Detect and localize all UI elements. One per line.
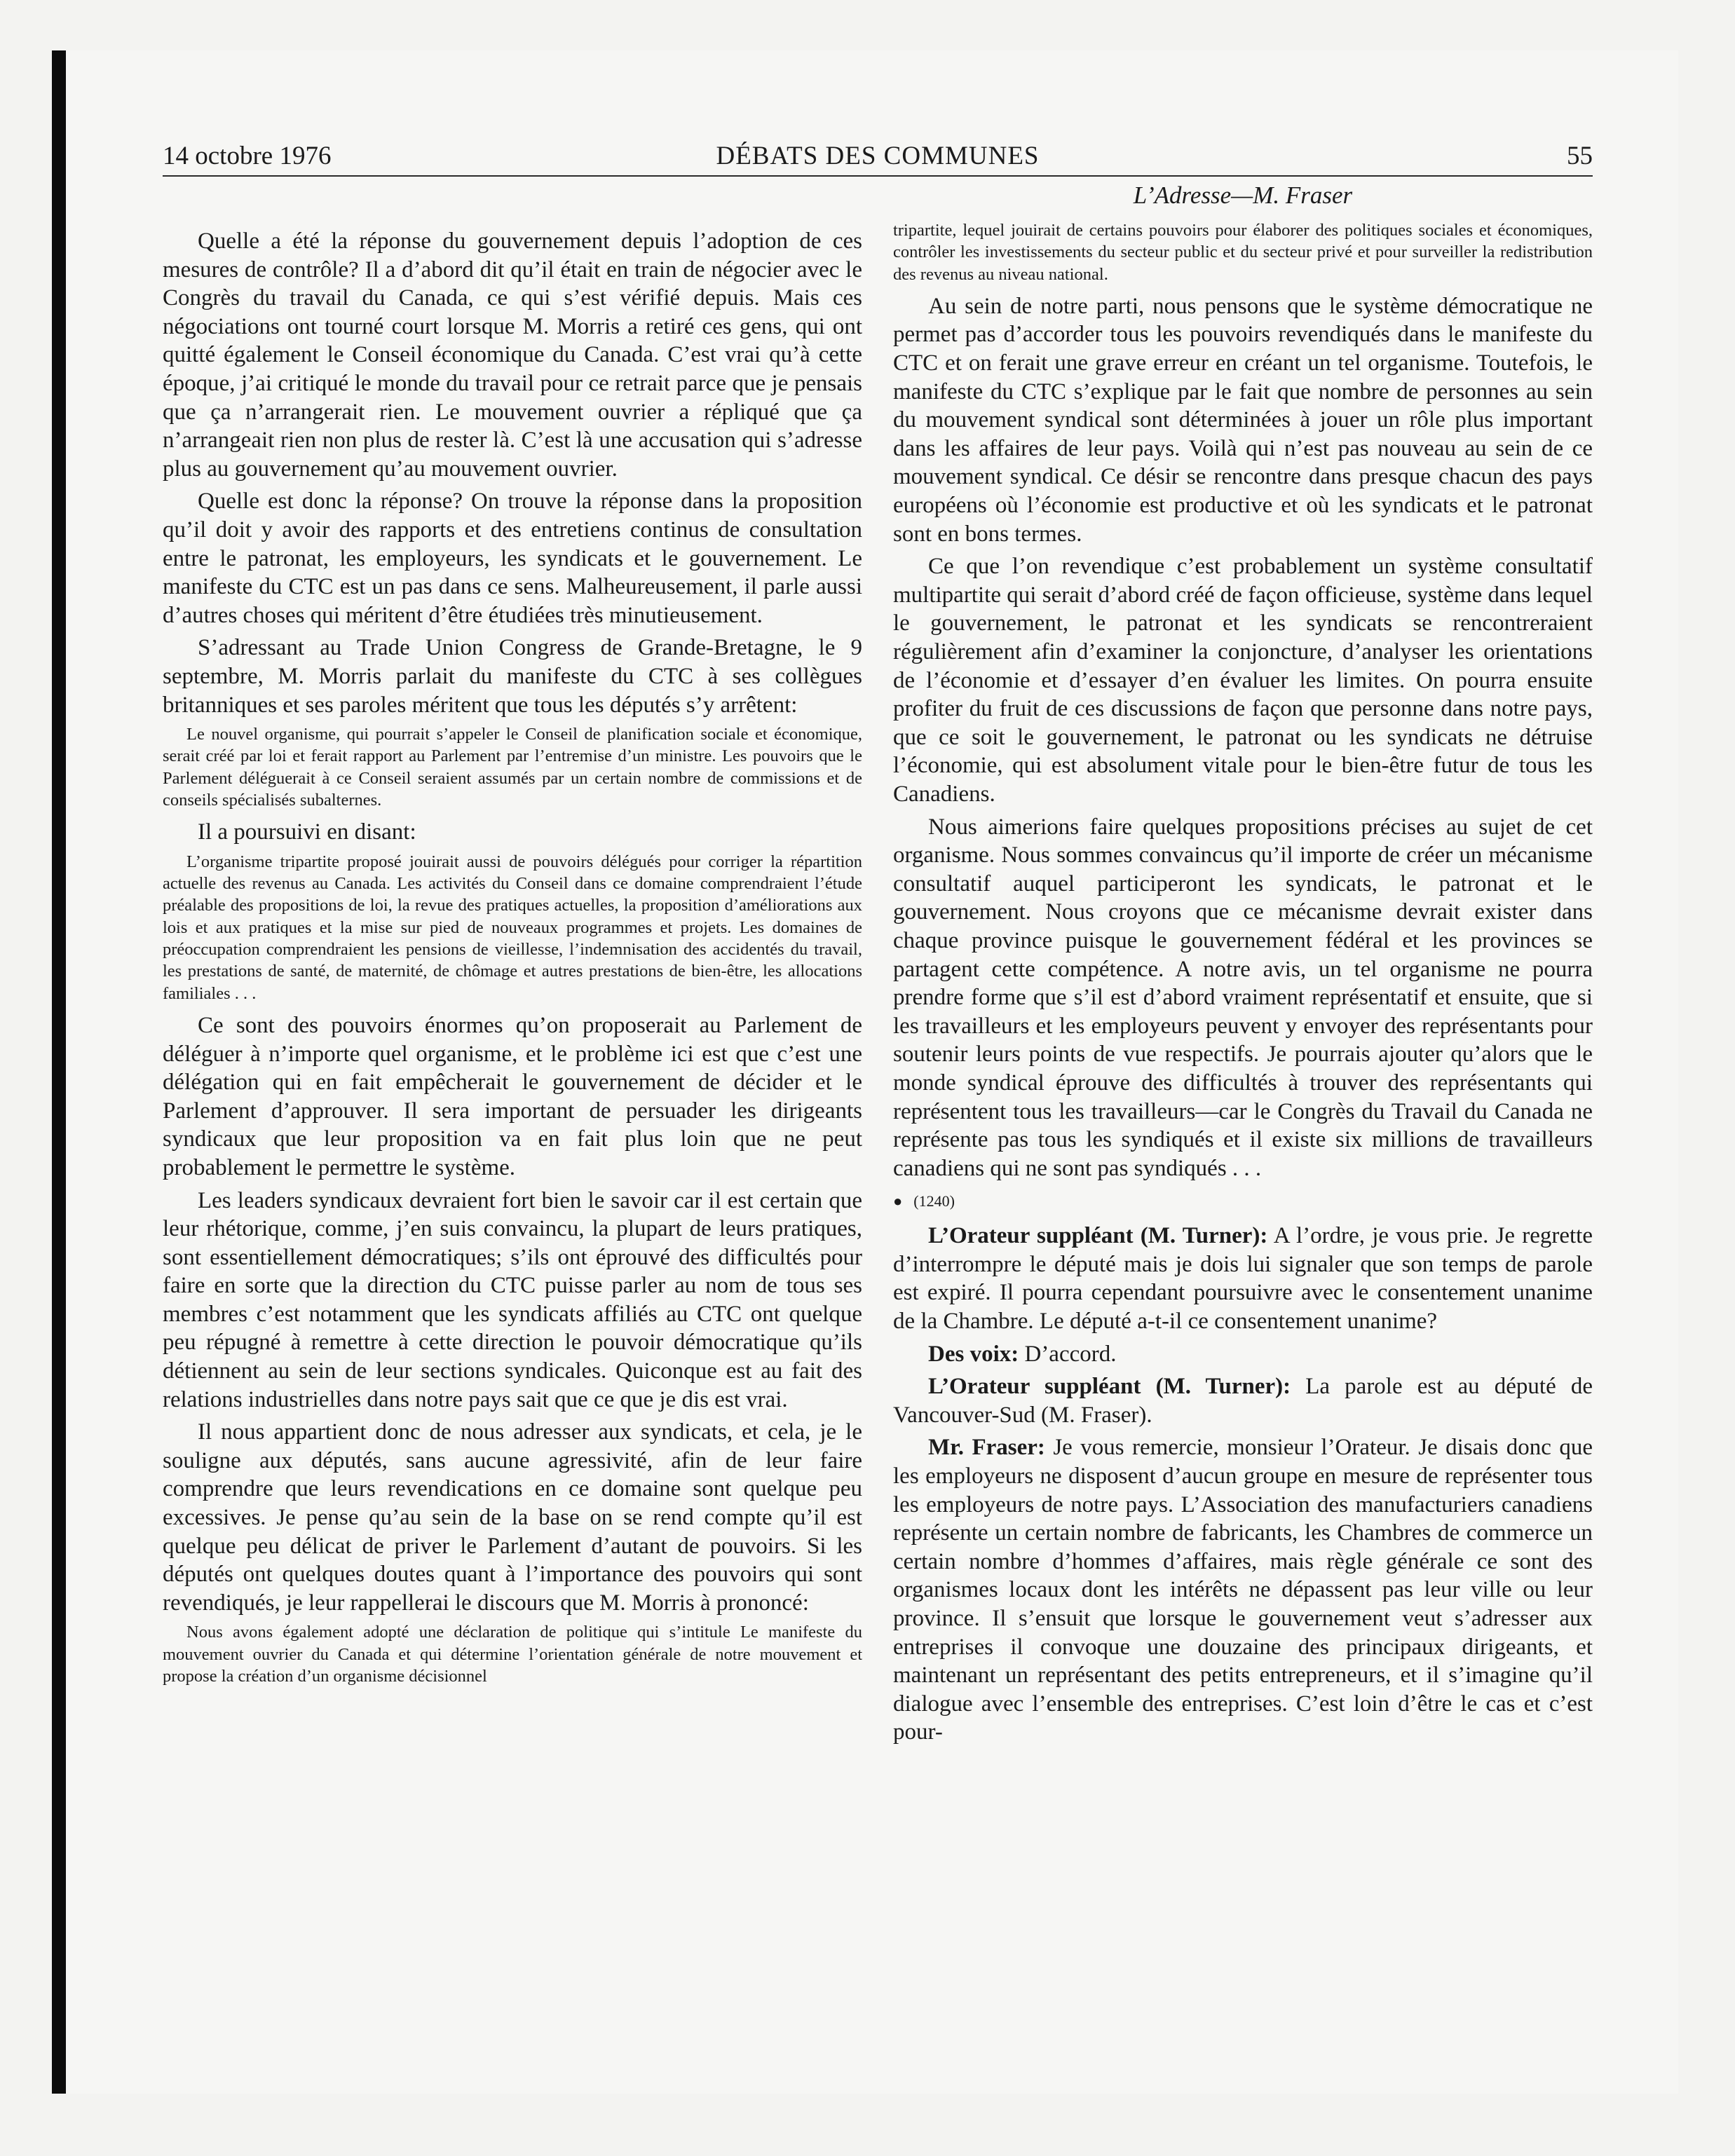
paragraph: Nous aimerions faire quelques propositions précises au sujet de cet organisme. Nous sommes convaincus qu’il importe de créer un mécanisme consultatif auquel participeront les syndicats, le patronat et le gouvernement. Nous croyons que ce mécanisme devrait exister dans chaque province puisque le gouvernement fédéral et les provinces se partagent cette compétence. A notre avis, un tel organisme ne pourra prendre forme que s’il est d’abord vraiment représentatif et ensuite, que si les travailleurs et les employeurs peuvent y envoyer des représentants pour soutenir leurs points de vue respectifs. Je pourrais ajouter qu’alors que le monde syndical éprouve des difficultés à trouver des représentants qui représentent tous les travailleurs—car le Congrès du Travail du Canada ne représente pas tous les syndiqués et il existe six millions de travailleurs canadiens qui ne sont pas syndiqués . . .: [893, 814, 1593, 1181]
speech-text: La parole est au député de Vancouver-Sud (M. Fraser).: [893, 1374, 1593, 1428]
block-quote: Le nouvel organisme, qui pourrait s’appeler le Conseil de planification sociale et économique, serait créé par loi et ferait rapport au Parlement par l’entremise d’un ministre. Les pouvoirs que le Parlement déléguerait à ce Conseil seraient assumés par un certain nombre de commissions et de conseils spécialisés subalternes.: [163, 725, 862, 810]
paragraph: Quelle a été la réponse du gouvernement depuis l’adoption de ces mesures de contrôle? Il a d’abord dit qu’il était en train de négocier avec le Congrès du travail du Canada, ce qui s’est vérifié depuis. Mais ces négociations ont tourné court lorsque M. Morris a retiré ces gens, qui ont quitté également le Conseil économique du Canada. C’est vrai qu’à cette époque, j’ai critiqué le monde du travail pour ce retrait parce que je pensais que ça n’arrangerait rien. Le mouvement ouvrier a répliqué que ça n’arrangeait rien non plus de rester là. C’est là une accusation qui s’adresse plus au gouvernement qu’au mouvement ouvrier.: [163, 228, 862, 482]
paragraph: Les leaders syndicaux devraient fort bien le savoir car il est certain que leur rhétorique, comme, j’en suis convaincu, la plupart de leurs pratiques, sont essentiellement démocratiques; s’ils ont éprouvé des difficultés pour faire en sorte que la direction du CTC puisse parler au nom de tous ses membres c’est notamment que les syndicats affiliés au CTC ont quelque peu répugné à remettre à cette direction le pouvoir démocratique qu’ils détiennent au sein de leur sections syndicales. Quiconque est au fait des relations industrielles dans notre pays sait que ce que je dis est vrai.: [163, 1187, 862, 1412]
speaker-name: L’Orateur suppléant (M. Turner):: [928, 1223, 1268, 1249]
paragraph: Il nous appartient donc de nous adresser aux syndicats, et cela, je le souligne aux députés, sans aucune agressivité, afin de leur faire comprendre que leurs revendications en ce domaine sont quelque peu excessives. Je pense qu’au sein de la base on se rend compte qu’il est quelque peu délicat de priver le Parlement d’autant de pouvoirs. Si les députés ont quelques doutes quant à l’importance des pouvoirs qui sont revendiqués, je leur rappellerai le discours que M. Morris à prononcé:: [163, 1419, 862, 1616]
speech: [893, 1433, 1593, 1747]
page-number: 55: [1567, 142, 1593, 170]
paragraph: S’adressant au Trade Union Congress de Grande-Bretagne, le 9 septembre, M. Morris parlait du manifeste du CTC à ses collègues britanniques et ses paroles méritent que tous les députés s’y arrêtent:: [163, 635, 862, 718]
speaker-name: Mr. Fraser:: [928, 1435, 1045, 1461]
block-quote: Nous avons également adopté une déclaration de politique qui s’intitule Le manifeste du mouvement ouvrier du Canada et qui détermine l’orientation générale de notre mouvement et propose la création d’un organisme décisionnel: [163, 1623, 862, 1686]
paragraph: Ce que l’on revendique c’est probablement un système consultatif multipartite qui serait d’abord créé de façon officieuse, système dans lequel le gouvernement, le patronat et les syndicats se rencontreraient régulièrement afin d’examiner la conjoncture, d’analyser les orientations de l’économie et d’essayer d’en évaluer les limites. On pourra ensuite profiter du fruit de ces discussions de façon que personne dans notre pays, que ce soit le gouvernement, le patronat ou les syndicats ne détruise l’économie, qui est absolument vitale pour le bien-être futur de tous les Canadiens.: [893, 554, 1593, 807]
speech: [893, 1372, 1593, 1429]
paragraph: Il a poursuivi en disant:: [198, 819, 416, 845]
block-quote-continued: tripartite, lequel jouirait de certains pouvoirs pour élaborer des politiques sociales et économiques, contrôler les investissements du secteur public et du secteur privé et pour surveiller la redistribution des revenus au niveau national.: [893, 221, 1593, 284]
paragraph: Au sein de notre parti, nous pensons que le système démocratique ne permet pas d’accorder tous les pouvoirs revendiqués dans le manifeste du CTC et on ferait une grave erreur en créant un tel organisme. Toutefois, le manifeste du CTC s’explique par le fait que nombre de personnes au sein du mouvement syndical sont déterminées à jouer un rôle plus important dans les affaires de leur pays. Voilà qui n’est pas nouveau au sein de ce mouvement syndical. Ce désir se rencontre dans presque chacun des pays européens où l’économie est productive et où les syndicats et le patronat sont en bons termes.: [893, 293, 1593, 547]
speech-text: D’accord.: [1019, 1341, 1117, 1367]
bullet-icon: ●: [893, 1192, 903, 1210]
paragraph: Ce sont des pouvoirs énormes qu’on proposerait au Parlement de déléguer à n’importe quel organisme, et le problème ici est que c’est une délégation qui en fait empêcherait le gouvernement de décider et le Parlement d’approuver. Il sera important de persuader les dirigeants syndicaux que leur proposition va en fait plus loin que ne peut probablement le permettre le système.: [163, 1012, 862, 1180]
speech: [893, 1222, 1593, 1335]
block-quote: L’organisme tripartite proposé jouirait aussi de pouvoirs délégués pour corriger la répartition actuelle des revenus au Canada. Les activités du Conseil dans ce domaine comprendraient l’étude préalable des propositions de loi, la revue des pratiques actuelles, la proposition d’améliorations aux lois et aux pratiques et la mise sur pied de nouveaux programmes et projets. Les domaines de préoccupation comprendraient les pensions de vieillesse, l’indemnisation des accidentés du travail, les prestations de santé, de maternité, de chômage et autres prestations de bien-être, les allocations familiales . . .: [163, 852, 862, 1003]
speaker-name: Des voix:: [928, 1341, 1019, 1367]
right-column: [893, 179, 1593, 1751]
page-header: [163, 139, 1593, 177]
scan-edge: [52, 50, 66, 2094]
paragraph: Quelle est donc la réponse? On trouve la réponse dans la proposition qu’il doit y avoir des rapports et des entretiens continus de consultation entre le patronat, les employeurs, les syndicats et le gouvernement. Le manifeste du CTC est un pas dans ce sens. Malheureusement, il parle aussi d’autres choses qui méritent d’être étudiées très minutieusement.: [163, 489, 862, 628]
speaker-name: L’Orateur suppléant (M. Turner):: [928, 1374, 1291, 1400]
time-marker: [893, 1187, 1593, 1216]
speech-text: A l’ordre, je vous prie. Je regrette d’interrompre le député mais je dois lui signaler que son temps de parole est expiré. Il pourra cependant poursuivre avec le consentement unanime de la Chambre. Le député a-t-il ce consentement unanime?: [893, 1223, 1593, 1335]
time-marker-text: (1240): [913, 1192, 955, 1210]
header-title: DÉBATS DES COMMUNES: [716, 142, 1040, 170]
left-column: [163, 227, 862, 1694]
speech-text: Je vous remercie, monsieur l’Orateur. Je disais donc que les employeurs ne disposent d’aucun groupe en mesure de représenter tous les employeurs de notre pays. L’Association des manufacturiers canadiens représente un certain nombre de fabricants, les Chambres de commerce un certain nombre d’hommes d’affaires, mais règle générale ce sont des organismes locaux dont les intérêts ne dépassent pas leur ville ou leur province. Il s’ensuit que lorsque le gouvernement veut s’adresser aux entreprises il convoque une douzaine des principaux dirigeants, et maintenant un représentant des petits entrepreneurs, et il s’imagine qu’il dialogue avec l’ensemble des entreprises. C’est loin d’être le cas et c’est pour-: [893, 1435, 1593, 1745]
running-heading: L’Adresse—M. Fraser: [1133, 182, 1353, 209]
speech: [893, 1340, 1593, 1369]
header-date: 14 octobre 1976: [163, 142, 332, 170]
